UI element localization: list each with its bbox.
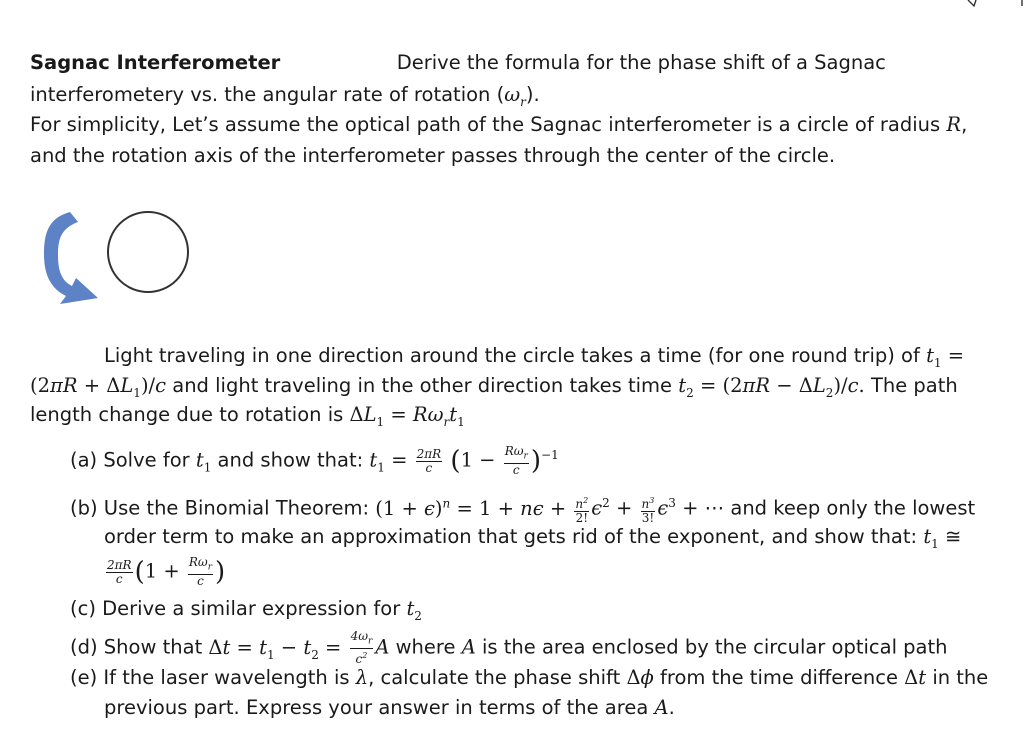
intro-line-3: For simplicity, Let’s assume the optical path of the Sagnac interferometer is a circle of radius R, (30, 113, 968, 136)
part-c-label: (c) (70, 597, 96, 620)
intro-line-1 (30, 50, 886, 76)
curved-arrow-icon (44, 212, 98, 304)
intro-text-2: interferometery vs. the angular rate of rotation ( (30, 83, 505, 106)
para-line-1: Light traveling in one direction around the circle takes a time (for one round trip) of $t_1$ = (104, 344, 965, 370)
para-text-2b: The path (870, 374, 958, 397)
part-b-label: (b) (70, 496, 98, 520)
para-text-2a: and light traveling in the other direction takes time (172, 374, 673, 397)
part-b: (b) Use the Binomial Theorem: $(1 + \epsilon)^n = 1 + n\epsilon$ + $\frac{n^2}{2!}$ $\epsilon^2$ + $\frac{n^3}{3!}$ $\epsilon^3$ + ⋯ and keep only the lowest (70, 495, 976, 525)
part-b-line-2: order term to make an approximation that gets rid of the exponent, and show that: $t_1$ ≅ (104, 525, 962, 551)
para-text-3: length change due to rotation is (30, 403, 344, 426)
para-line-2: $(2\pi R + \Delta L_1)/c$ and light traveling in the other direction takes time $t_2 = (2\pi R - \Delta L_2)/c$. The path (30, 374, 958, 400)
part-b-text-2: and keep only the lowest (730, 496, 976, 520)
para-line-3: length change due to rotation is $\Delta L_1 = R\omega_rt_1$ (30, 403, 465, 429)
part-e: (e) If the laser wavelength is λ, calculate the phase shift Δϕ from the time difference Δt in the (70, 666, 989, 689)
part-d-text-2: where (395, 635, 456, 659)
part-d-text: Show that (103, 635, 203, 659)
intro-text-3: For simplicity, Let’s assume the optical path of the Sagnac interferometer is a circle of radius (30, 113, 941, 136)
part-c-text: Derive a similar expression for (102, 597, 401, 620)
part-d: (d) Show that $\Delta t = t_1 - t_2$ = $\frac{4\omega_r}{c^2}$ A where A is the area enclosed by the circular optical path (70, 629, 948, 667)
intro-text-2-end: ). (525, 83, 540, 106)
part-e-text-5: previous part. Express your answer in terms of the area (104, 696, 649, 719)
title: Sagnac Interferometer (30, 51, 281, 74)
part-e-line-2: previous part. Express your answer in terms of the area A. (104, 696, 675, 719)
rotation-figure (38, 208, 210, 308)
part-d-label: (d) (70, 635, 98, 659)
corner-marks (944, 0, 1024, 10)
intro-line-4 (30, 143, 835, 169)
part-e-text-2: , calculate the phase shift (368, 666, 621, 689)
part-d-text-3: is the area enclosed by the circular optical path (482, 635, 948, 659)
part-b-formula: $\frac{2\pi R}{c}$ (1 + $\frac{R\omega_r}{c}$ ) (107, 555, 226, 589)
part-e-text-4: in the (932, 666, 989, 689)
para-text-1: Light traveling in one direction around the circle takes a time (for one round trip) of (104, 344, 920, 367)
part-e-text-3: from the time difference (660, 666, 898, 689)
part-e-text: If the laser wavelength is (103, 666, 350, 689)
part-c: (c) Derive a similar expression for $t_2$ (70, 597, 422, 623)
part-a: (a) Solve for $t_1$ and show that: $t_1$ = $\frac{2\pi R}{c}$ (1 − $\frac{R\omega_r}{c}$ )$^{-1}$ (70, 443, 559, 478)
intro-text-4: and the rotation axis of the interferometer passes through the center of the circle. (30, 144, 836, 167)
part-a-label: (a) (70, 448, 98, 472)
intro-line-2: interferometery vs. the angular rate of rotation $(\omega_r)$. (30, 83, 540, 109)
part-b-text-3: order term to make an approximation that gets rid of the exponent, and show that: (104, 525, 918, 548)
part-b-text: Use the Binomial Theorem: (103, 496, 370, 520)
optical-path-circle (108, 212, 188, 292)
intro-text-1: Derive the formula for the phase shift of a Sagnac (396, 51, 886, 74)
part-a-text-2: and show that: (217, 448, 364, 472)
part-e-label: (e) (70, 666, 98, 689)
part-a-text: Solve for (103, 448, 190, 472)
